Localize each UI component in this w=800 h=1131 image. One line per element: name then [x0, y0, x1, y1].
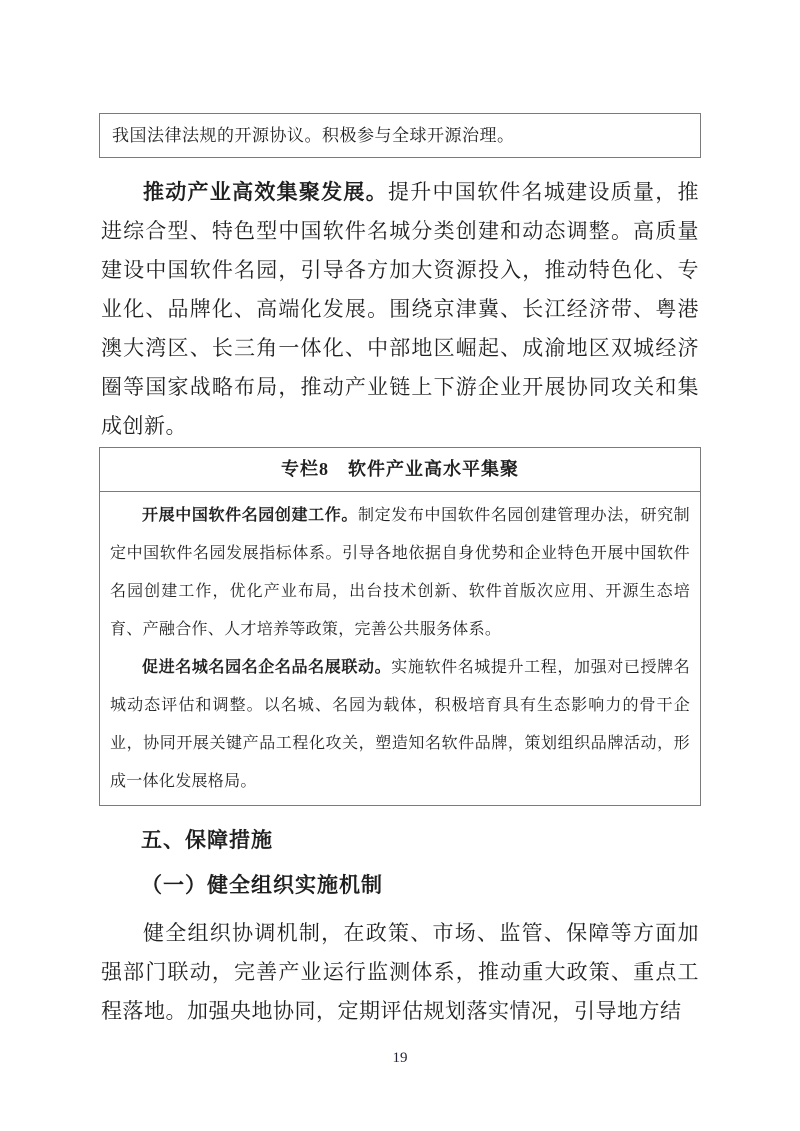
continuation-text-box [99, 113, 701, 158]
callout-paragraph-parks [110, 497, 690, 649]
callout-box-body [100, 492, 700, 805]
section-heading-safeguards: 五、保障措施 [141, 829, 273, 852]
callout-paragraph-body-text: 实施软件名城提升工程，加强对已授牌名城动态评估和调整。以名城、名园为载体，积极培育具有生态影响力的骨干企业，协同开展关键产品工程化攻关，塑造知名软件品牌，策划组织品牌活动，形成一体化发展格局。 [110, 659, 690, 790]
callout-paragraph-linkage [110, 649, 690, 801]
subsection-heading-organization: （一）健全组织实施机制 [141, 873, 383, 897]
page-content [99, 113, 701, 1031]
continuation-text: 我国法律法规的开源协议。积极参与全球开源治理。 [112, 126, 515, 145]
paragraph-body-text: 提升中国软件名城建设质量，推进综合型、特色型中国软件名城分类创建和动态调整。高质量建设中国软件名园，引导各方加大资源投入，推动特色化、专业化、品牌化、高端化发展。围绕京津冀、长江经济带、粤港澳大湾区、长三角一体化、中部地区崛起、成渝地区双城经济圈等国家战略布局，推动产业链上下游企业开展协同攻关和集成创新。 [101, 180, 700, 438]
paragraph-coordination-mechanism [101, 914, 699, 1031]
callout-box-title: 专栏8 软件产业高水平集聚 [100, 448, 700, 492]
callout-paragraph-lead-bold: 促进名城名园名企名品名展联动。 [142, 659, 392, 676]
paragraph-body-text: 健全组织协调机制，在政策、市场、监管、保障等方面加强部门联动，完善产业运行监测体系，推动重大政策、重点工程落地。加强央地协同，定期评估规划落实情况，引导地方结 [101, 921, 699, 1023]
paragraph-lead-bold: 推动产业高效集聚发展。 [143, 180, 388, 204]
callout-box-zhuanlan-8 [99, 447, 701, 806]
callout-paragraph-body-text: 制定发布中国软件名园创建管理办法，研究制定中国软件名园发展指标体系。引导各地依据自身优势和企业特色开展中国软件名园创建工作，优化产业布局，出台技术创新、软件首版次应用、开源生态培育、产融合作、人才培养等政策，完善公共服务体系。 [110, 507, 690, 638]
paragraph-industry-cluster [101, 173, 699, 446]
callout-paragraph-lead-bold: 开展中国软件名园创建工作。 [142, 507, 358, 524]
page-number: 19 [392, 1050, 408, 1066]
